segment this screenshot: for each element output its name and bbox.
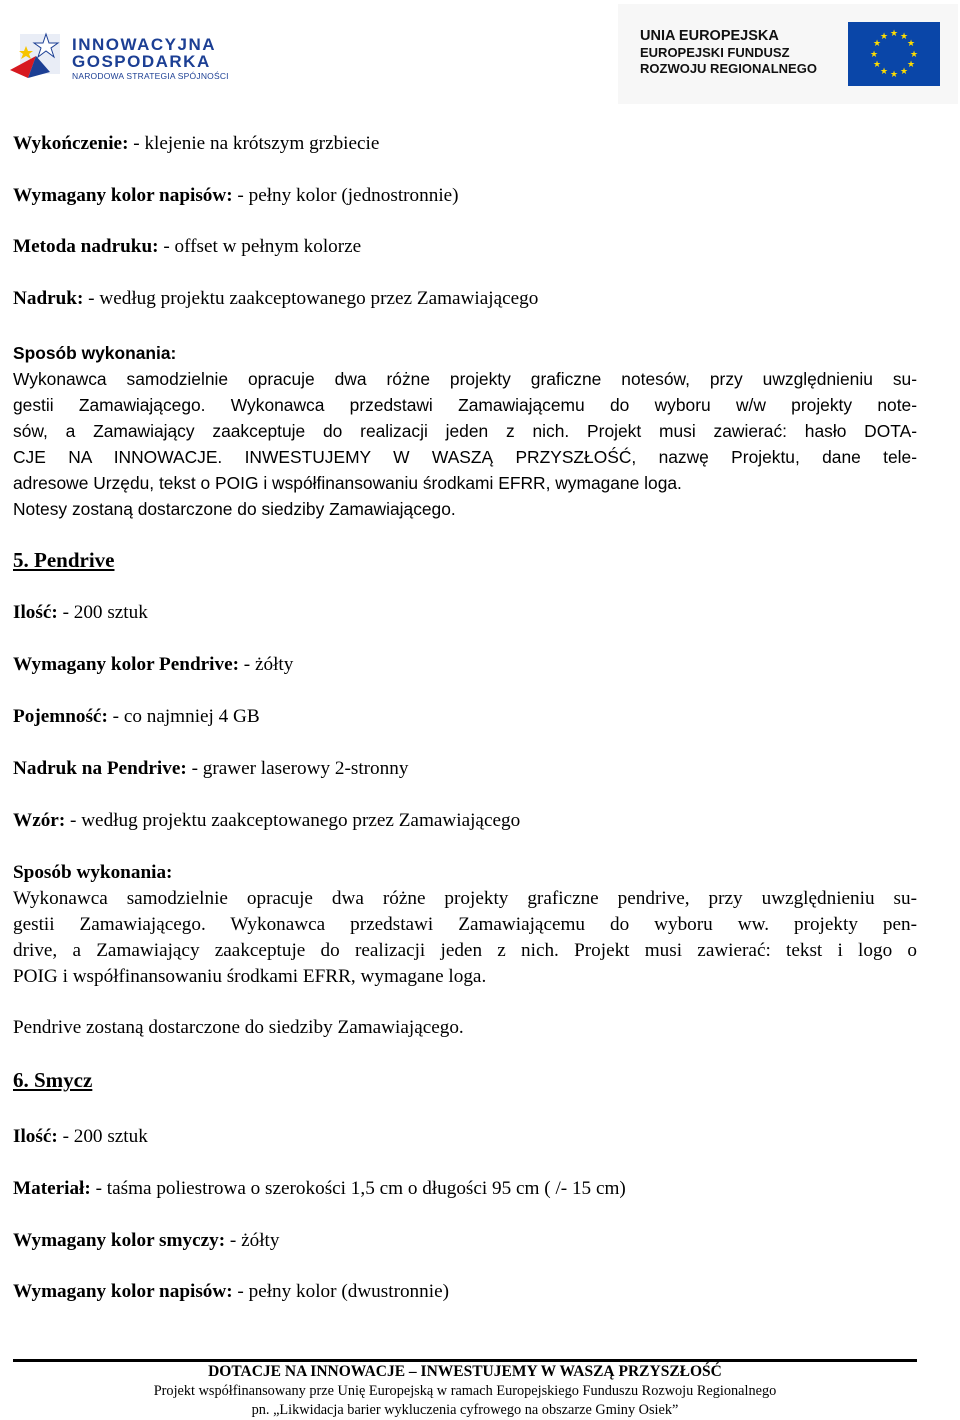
method-paragraph-line: sów, a Zamawiający zaakceptuje do realizacji jeden z nich. Projekt musi zawierać: hasło DOTA- bbox=[13, 421, 917, 441]
pendrive-method-line: gestii Zamawiającego. Wykonawca przedstawi Zamawiającemu do wyboru ww. projekty pen- bbox=[13, 914, 917, 935]
pendrive-color-line bbox=[13, 652, 293, 678]
svg-text:★: ★ bbox=[899, 67, 909, 77]
eu-fund-logo bbox=[618, 4, 958, 104]
finish-label: Wykończenie: bbox=[13, 133, 129, 154]
pendrive-delivery-note: Pendrive zostaną dostarczone do siedziby Zamawiającego. bbox=[13, 1017, 464, 1038]
logo-line-3: NARODOWA STRATEGIA SPÓJNOŚCI bbox=[72, 71, 229, 81]
capacity-label: Pojemność: bbox=[13, 706, 108, 727]
method-paragraph-line: CJE NA INNOWACJE. INWESTUJEMY W WASZĄ PRZYSZŁOŚĆ, nazwę Projektu, dane tele- bbox=[13, 447, 917, 467]
lanyard-quantity-value: - 200 sztuk bbox=[57, 1126, 148, 1147]
pendrive-method-line: POIG i współfinansowaniu środkami EFRR, wymagane loga. bbox=[13, 966, 487, 987]
material-label: Materiał: bbox=[13, 1178, 91, 1199]
lanyard-quantity-line bbox=[13, 1124, 148, 1150]
method-heading: Sposób wykonania: bbox=[13, 343, 177, 363]
pendrive-color-label: Wymagany kolor Pendrive: bbox=[13, 654, 239, 675]
print-method-line bbox=[13, 234, 361, 260]
quantity-label: Ilość: bbox=[13, 602, 58, 623]
method-paragraph-line: adresowe Urzędu, tekst o POIG i współfinansowaniu środkami EFRR, wymagane loga. bbox=[13, 473, 682, 493]
logo-line-2: GOSPODARKA bbox=[72, 52, 211, 71]
svg-text:★: ★ bbox=[906, 39, 916, 49]
print-line bbox=[13, 286, 538, 312]
text-color-line bbox=[13, 183, 459, 209]
lanyard-text-color-value: - pełny kolor (dwustronnie) bbox=[232, 1281, 449, 1302]
quantity-line bbox=[13, 600, 148, 626]
print-label: Nadruk: bbox=[13, 288, 84, 309]
footer-slogan: DOTACJE NA INNOWACJE – INWESTUJEMY W WASZĄ PRZYSZŁOŚĆ bbox=[208, 1363, 722, 1380]
svg-text:★: ★ bbox=[889, 70, 899, 80]
pendrive-print-value: - grawer laserowy 2-stronny bbox=[186, 758, 409, 779]
eu-logo-line-1: UNIA EUROPEJSKA bbox=[640, 28, 779, 44]
material-line bbox=[13, 1176, 626, 1202]
page-footer bbox=[0, 1361, 930, 1420]
print-value: - według projektu zaakceptowanego przez Zamawiającego bbox=[83, 288, 539, 309]
logo-line-1: INNOWACYJNA bbox=[72, 35, 217, 54]
svg-text:★: ★ bbox=[909, 50, 919, 60]
pendrive-method-line: drive, a Zamawiający zaakceptuje do realizacji jeden z nich. Projekt musi zawierać: tekst i logo o bbox=[13, 940, 917, 961]
lanyard-quantity-label: Ilość: bbox=[13, 1126, 58, 1147]
capacity-value: - co najmniej 4 GB bbox=[107, 706, 260, 727]
lanyard-color-line bbox=[13, 1228, 279, 1254]
lanyard-text-color-label: Wymagany kolor napisów: bbox=[13, 1281, 233, 1302]
pattern-value: - według projektu zaakceptowanego przez Zamawiającego bbox=[65, 810, 521, 831]
print-method-label: Metoda nadruku: bbox=[13, 236, 159, 257]
pendrive-method-heading: Sposób wykonania: bbox=[13, 862, 173, 883]
innowacyjna-gospodarka-logo bbox=[6, 22, 256, 92]
delivery-note: Notesy zostaną dostarczone do siedziby Zamawiającego. bbox=[13, 499, 456, 519]
capacity-line bbox=[13, 704, 260, 730]
text-color-value: - pełny kolor (jednostronnie) bbox=[232, 185, 459, 206]
method-paragraph-line: gestii Zamawiającego. Wykonawca przedstawi Zamawiającemu do wyboru w/w projekty note- bbox=[13, 395, 917, 415]
footer-project-name: pn. „Likwidacja barier wykluczenia cyfrowego na obszarze Gminy Osiek” bbox=[251, 1402, 679, 1418]
svg-text:★: ★ bbox=[872, 60, 882, 70]
material-value: - taśma poliestrowa o szerokości 1,5 cm o długości 95 cm ( /- 15 cm) bbox=[90, 1178, 626, 1199]
footer-cofinancing: Projekt współfinansowany prze Unię Europejską w ramach Europejskiego Funduszu Rozwoju Regionalnego bbox=[153, 1383, 777, 1399]
svg-text:★: ★ bbox=[899, 32, 909, 42]
quantity-value: - 200 sztuk bbox=[57, 602, 148, 623]
finish-value: - klejenie na krótszym grzbiecie bbox=[128, 133, 380, 154]
svg-text:★: ★ bbox=[872, 39, 882, 49]
svg-text:★: ★ bbox=[879, 67, 889, 77]
eu-logo-line-2: EUROPEJSKI FUNDUSZ bbox=[640, 45, 790, 60]
svg-text:★: ★ bbox=[879, 32, 889, 42]
section-6-heading: 6. Smycz bbox=[13, 1068, 93, 1092]
pattern-label: Wzór: bbox=[13, 810, 66, 831]
lanyard-color-label: Wymagany kolor smyczy: bbox=[13, 1230, 226, 1251]
pattern-line bbox=[13, 808, 520, 834]
svg-text:★: ★ bbox=[906, 60, 916, 70]
text-color-label: Wymagany kolor napisów: bbox=[13, 185, 233, 206]
eu-logo-line-3: ROZWOJU REGIONALNEGO bbox=[640, 61, 817, 76]
section-5-heading: 5. Pendrive bbox=[13, 548, 115, 572]
finish-line bbox=[13, 131, 379, 157]
lanyard-text-color-line bbox=[13, 1279, 449, 1305]
pendrive-print-label: Nadruk na Pendrive: bbox=[13, 758, 187, 779]
pendrive-method-line: Wykonawca samodzielnie opracuje dwa różne projekty graficzne pendrive, przy uwzględnieniu su- bbox=[13, 888, 917, 909]
pendrive-color-value: - żółty bbox=[238, 654, 294, 675]
print-method-value: - offset w pełnym kolorze bbox=[158, 236, 362, 257]
svg-text:★: ★ bbox=[869, 50, 879, 60]
eu-flag-icon bbox=[848, 22, 940, 86]
pendrive-print-line bbox=[13, 756, 408, 782]
method-paragraph-line: Wykonawca samodzielnie opracuje dwa różne projekty graficzne notesów, przy uwzględnieniu su- bbox=[13, 369, 917, 389]
lanyard-color-value: - żółty bbox=[225, 1230, 280, 1251]
svg-text:★: ★ bbox=[889, 29, 899, 39]
innowacyjna-gospodarka-emblem-icon bbox=[6, 26, 66, 86]
